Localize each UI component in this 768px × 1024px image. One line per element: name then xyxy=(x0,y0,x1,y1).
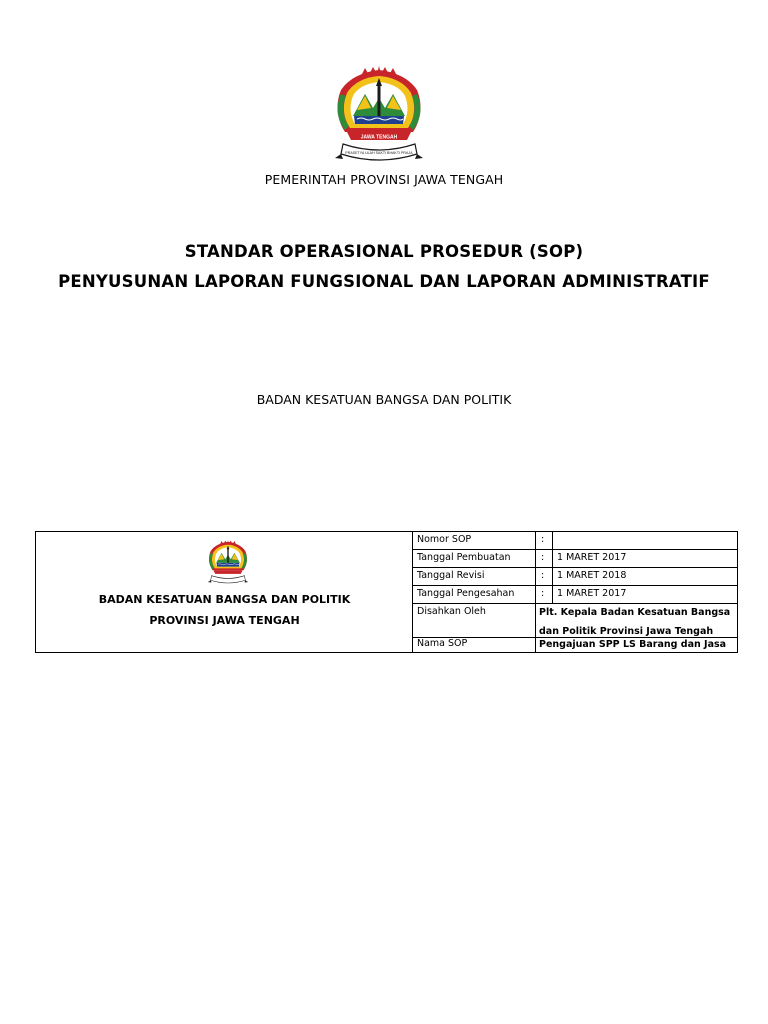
row-value: 1 MARET 2017 xyxy=(557,588,627,599)
row-label: Disahkan Oleh xyxy=(417,606,486,617)
row-label: Tanggal Pengesahan xyxy=(417,588,515,599)
row-colon: : xyxy=(541,534,545,545)
emblem-motto-text: PRASETYA ULAH SAKTI BHAKTI PRAJA xyxy=(345,151,413,155)
table-row xyxy=(413,586,738,604)
row-value: 1 MARET 2017 xyxy=(557,552,627,563)
table-row xyxy=(413,604,738,638)
agency-name: BADAN KESATUAN BANGSA DAN POLITIK xyxy=(256,392,512,407)
row-label: Nomor SOP xyxy=(417,534,472,545)
row-value: 1 MARET 2018 xyxy=(557,570,627,581)
organization-province: PROVINSI JAWA TENGAH xyxy=(149,614,300,627)
row-label: Tanggal Pembuatan xyxy=(417,552,511,563)
table-row xyxy=(413,638,738,652)
table-row xyxy=(413,550,738,568)
approver-line-1: Plt. Kepala Badan Kesatuan Bangsa xyxy=(539,607,731,618)
jawa-tengah-emblem-small xyxy=(207,539,249,585)
row-colon: : xyxy=(541,552,545,563)
sop-info-table xyxy=(35,531,738,653)
government-heading: PEMERINTAH PROVINSI JAWA TENGAH xyxy=(264,172,504,187)
row-colon: : xyxy=(541,570,545,581)
emblem-banner-text: JAWA TENGAH xyxy=(360,134,398,141)
approver-line-2: dan Politik Provinsi Jawa Tengah xyxy=(539,626,714,637)
organization-name: BADAN KESATUAN BANGSA DAN POLITIK xyxy=(98,593,351,606)
jawa-tengah-emblem xyxy=(333,64,425,164)
row-label: Tanggal Revisi xyxy=(417,570,485,581)
row-value: Pengajuan SPP LS Barang dan Jasa xyxy=(539,639,727,650)
table-row xyxy=(413,568,738,586)
row-label: Nama SOP xyxy=(417,638,468,649)
row-colon: : xyxy=(541,588,545,599)
document-title: STANDAR OPERASIONAL PROSEDUR (SOP) xyxy=(184,242,584,261)
document-subtitle: PENYUSUNAN LAPORAN FUNGSIONAL DAN LAPORAN ADMINISTRATIF xyxy=(58,272,710,291)
table-row xyxy=(413,532,738,550)
